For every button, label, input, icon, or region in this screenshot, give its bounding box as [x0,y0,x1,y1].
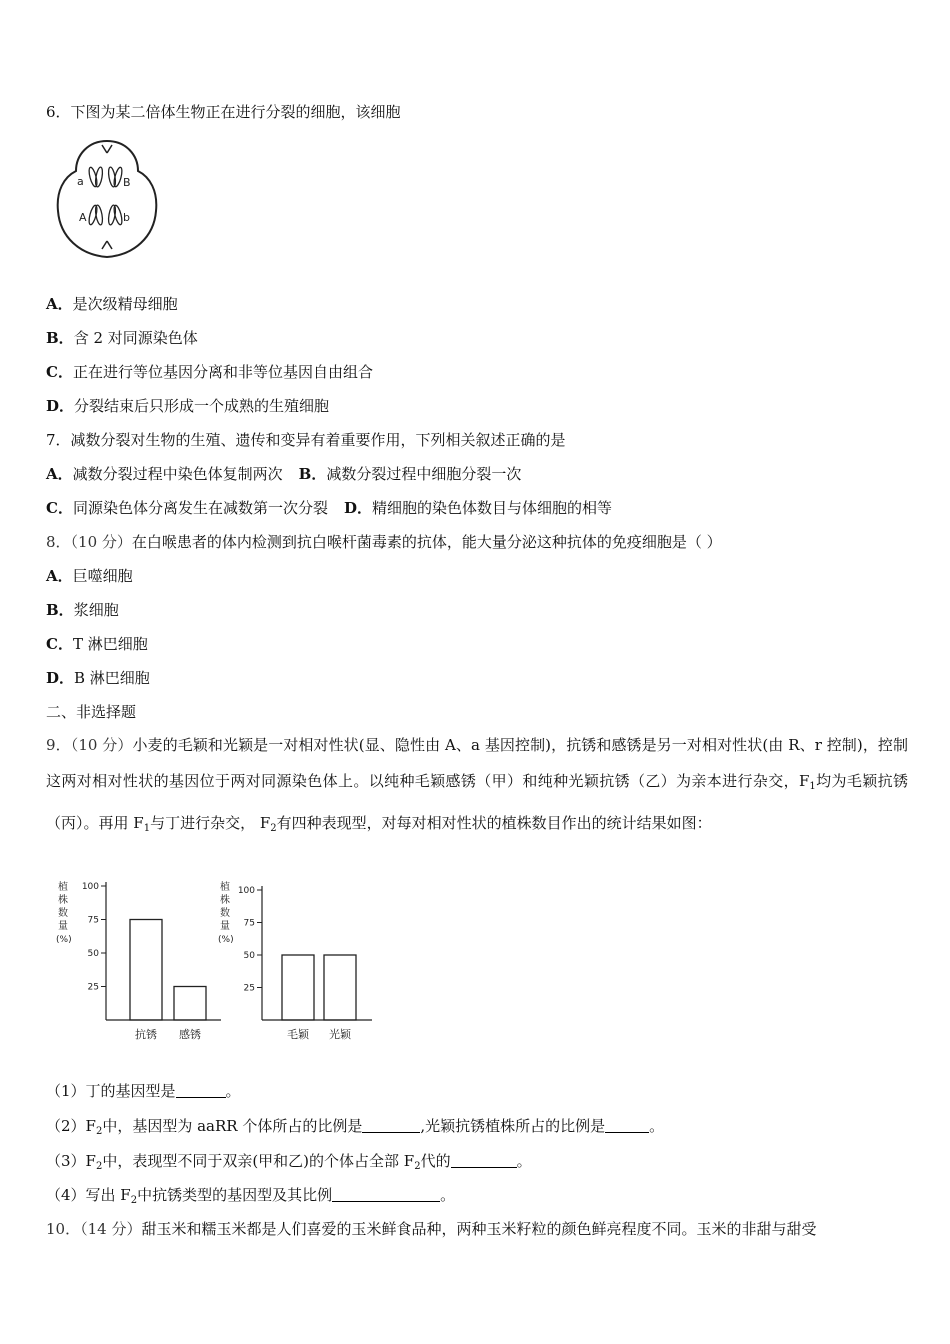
y-axis-label: 植 [220,882,230,893]
y-tick-label: 25 [87,982,99,993]
q6-stem: 6．下图为某二倍体生物正在进行分裂的细胞，该细胞 [46,103,401,121]
y-axis-label: 株 [220,895,230,906]
section-heading: 二、非选择题 [46,703,137,721]
chromosome [94,205,103,226]
y-tick-label: 50 [243,951,255,961]
q8-option-b: B．浆细胞 [46,601,119,619]
q6-option-b: B．含 2 对同源染色体 [46,329,198,347]
y-tick-label: 50 [87,949,99,959]
bar [174,987,206,1021]
x-tick-label: 光颖 [329,1028,351,1041]
gene-label-B: B [123,176,131,189]
gene-label-A: A [79,211,87,224]
q8-option-a: A．巨噬细胞 [46,567,133,585]
cell-division-figure [50,137,165,262]
q10-stem: 10．（14 分）甜玉米和糯玉米都是人们喜爱的玉米鲜食品种，两种玉米籽粒的颜色鲜亮程度不同。玉米的非甜与甜受 [46,1220,817,1238]
bar-chart-rust-resistance [56,878,226,1043]
q9-sub-4: （4）写出 $F_2$中抗锈类型的基因型及其比例 。 [46,1186,456,1206]
answer-blank-2a[interactable] [362,1118,420,1133]
q7-options-ab: A．减数分裂过程中染色体复制两次 B．减数分裂过程中细胞分裂一次 [46,465,522,483]
q9-stem: 9．（10 分）小麦的毛颖和光颖是一对相对性状(显、隐性由 A、a 基因控制)，抗锈和感锈是另一对相对性状(由 R、r 控制)，控制这两对相对性状的基因位于两对同源染色体上。以纯种毛颖感锈（甲）和纯种光颖抗锈（乙）为亲本进行杂交，$F_1$均为毛颖抗锈（丙）。再用 $F_1$与丁进行杂交， $F_2$有四种表现型，对每对相对性状的植株数目作出的统计结果如图： [46,736,909,834]
y-axis-label: (%) [56,935,72,945]
bar-chart-glume-hair [218,878,378,1043]
x-tick-label: 感锈 [179,1028,201,1041]
q6-option-a: A．是次级精母细胞 [46,295,178,313]
q7-stem: 7．减数分裂对生物的生殖、遗传和变异有着重要作用，下列相关叙述正确的是 [46,431,566,449]
y-tick-label: 100 [81,882,99,892]
y-axis-label: 数 [58,908,68,919]
gene-label-b: b [123,211,130,224]
y-tick-label: 75 [87,915,99,926]
q8-option-c: C．T 淋巴细胞 [46,635,148,653]
gene-label-a: a [77,175,84,188]
q6-option-d: D．分裂结束后只形成一个成熟的生殖细胞 [46,397,330,415]
q9-sub-2: $(2)F_2$中，基因型为 aaRR 个体所占的比例是 ,光颖抗锈植株所占的比例是 。 [46,1117,665,1137]
q6-option-c: C．正在进行等位基因分离和非等位基因自由组合 [46,363,373,381]
bar [282,955,314,1020]
chromosome [88,167,99,188]
x-tick-label: 抗锈 [135,1028,157,1041]
y-axis-label: 量 [58,921,68,932]
x-tick-label: 毛颖 [287,1028,309,1041]
bar [324,955,356,1020]
y-axis-label: 株 [58,895,68,906]
chromosome [113,167,124,188]
y-tick-label: 75 [243,918,255,929]
q7-options-cd: C．同源染色体分离发生在减数第一次分裂 D．精细胞的染色体数目与体细胞的相等 [46,499,612,517]
chromosome [113,205,124,226]
y-axis-label: 数 [220,908,230,919]
y-tick-label: 25 [243,983,255,994]
q9-sub-3: $(3)F_2$中，表现型不同于双亲(甲和乙)的个体占全部 $F_2$代的 。 [46,1152,532,1172]
y-axis-label: (%) [218,935,234,945]
answer-blank-2b[interactable] [605,1118,649,1133]
answer-blank-4[interactable] [332,1187,440,1202]
answer-blank-3[interactable] [451,1153,517,1168]
cell-outline [58,141,157,257]
y-axis-label: 植 [58,882,68,893]
q8-stem: 8．（10 分）在白喉患者的体内检测到抗白喉杆菌毒素的抗体，能大量分泌这种抗体的免疫细胞是（ ） [46,533,722,551]
y-tick-label: 100 [237,886,255,896]
q8-option-d: D．B 淋巴细胞 [46,669,150,687]
bar [130,920,162,1021]
chromosome [88,205,99,226]
y-axis-label: 量 [220,921,230,932]
chromosome [94,167,103,188]
answer-blank-1[interactable] [176,1083,226,1098]
q9-sub-1: （1）丁的基因型是 。 [46,1082,241,1100]
